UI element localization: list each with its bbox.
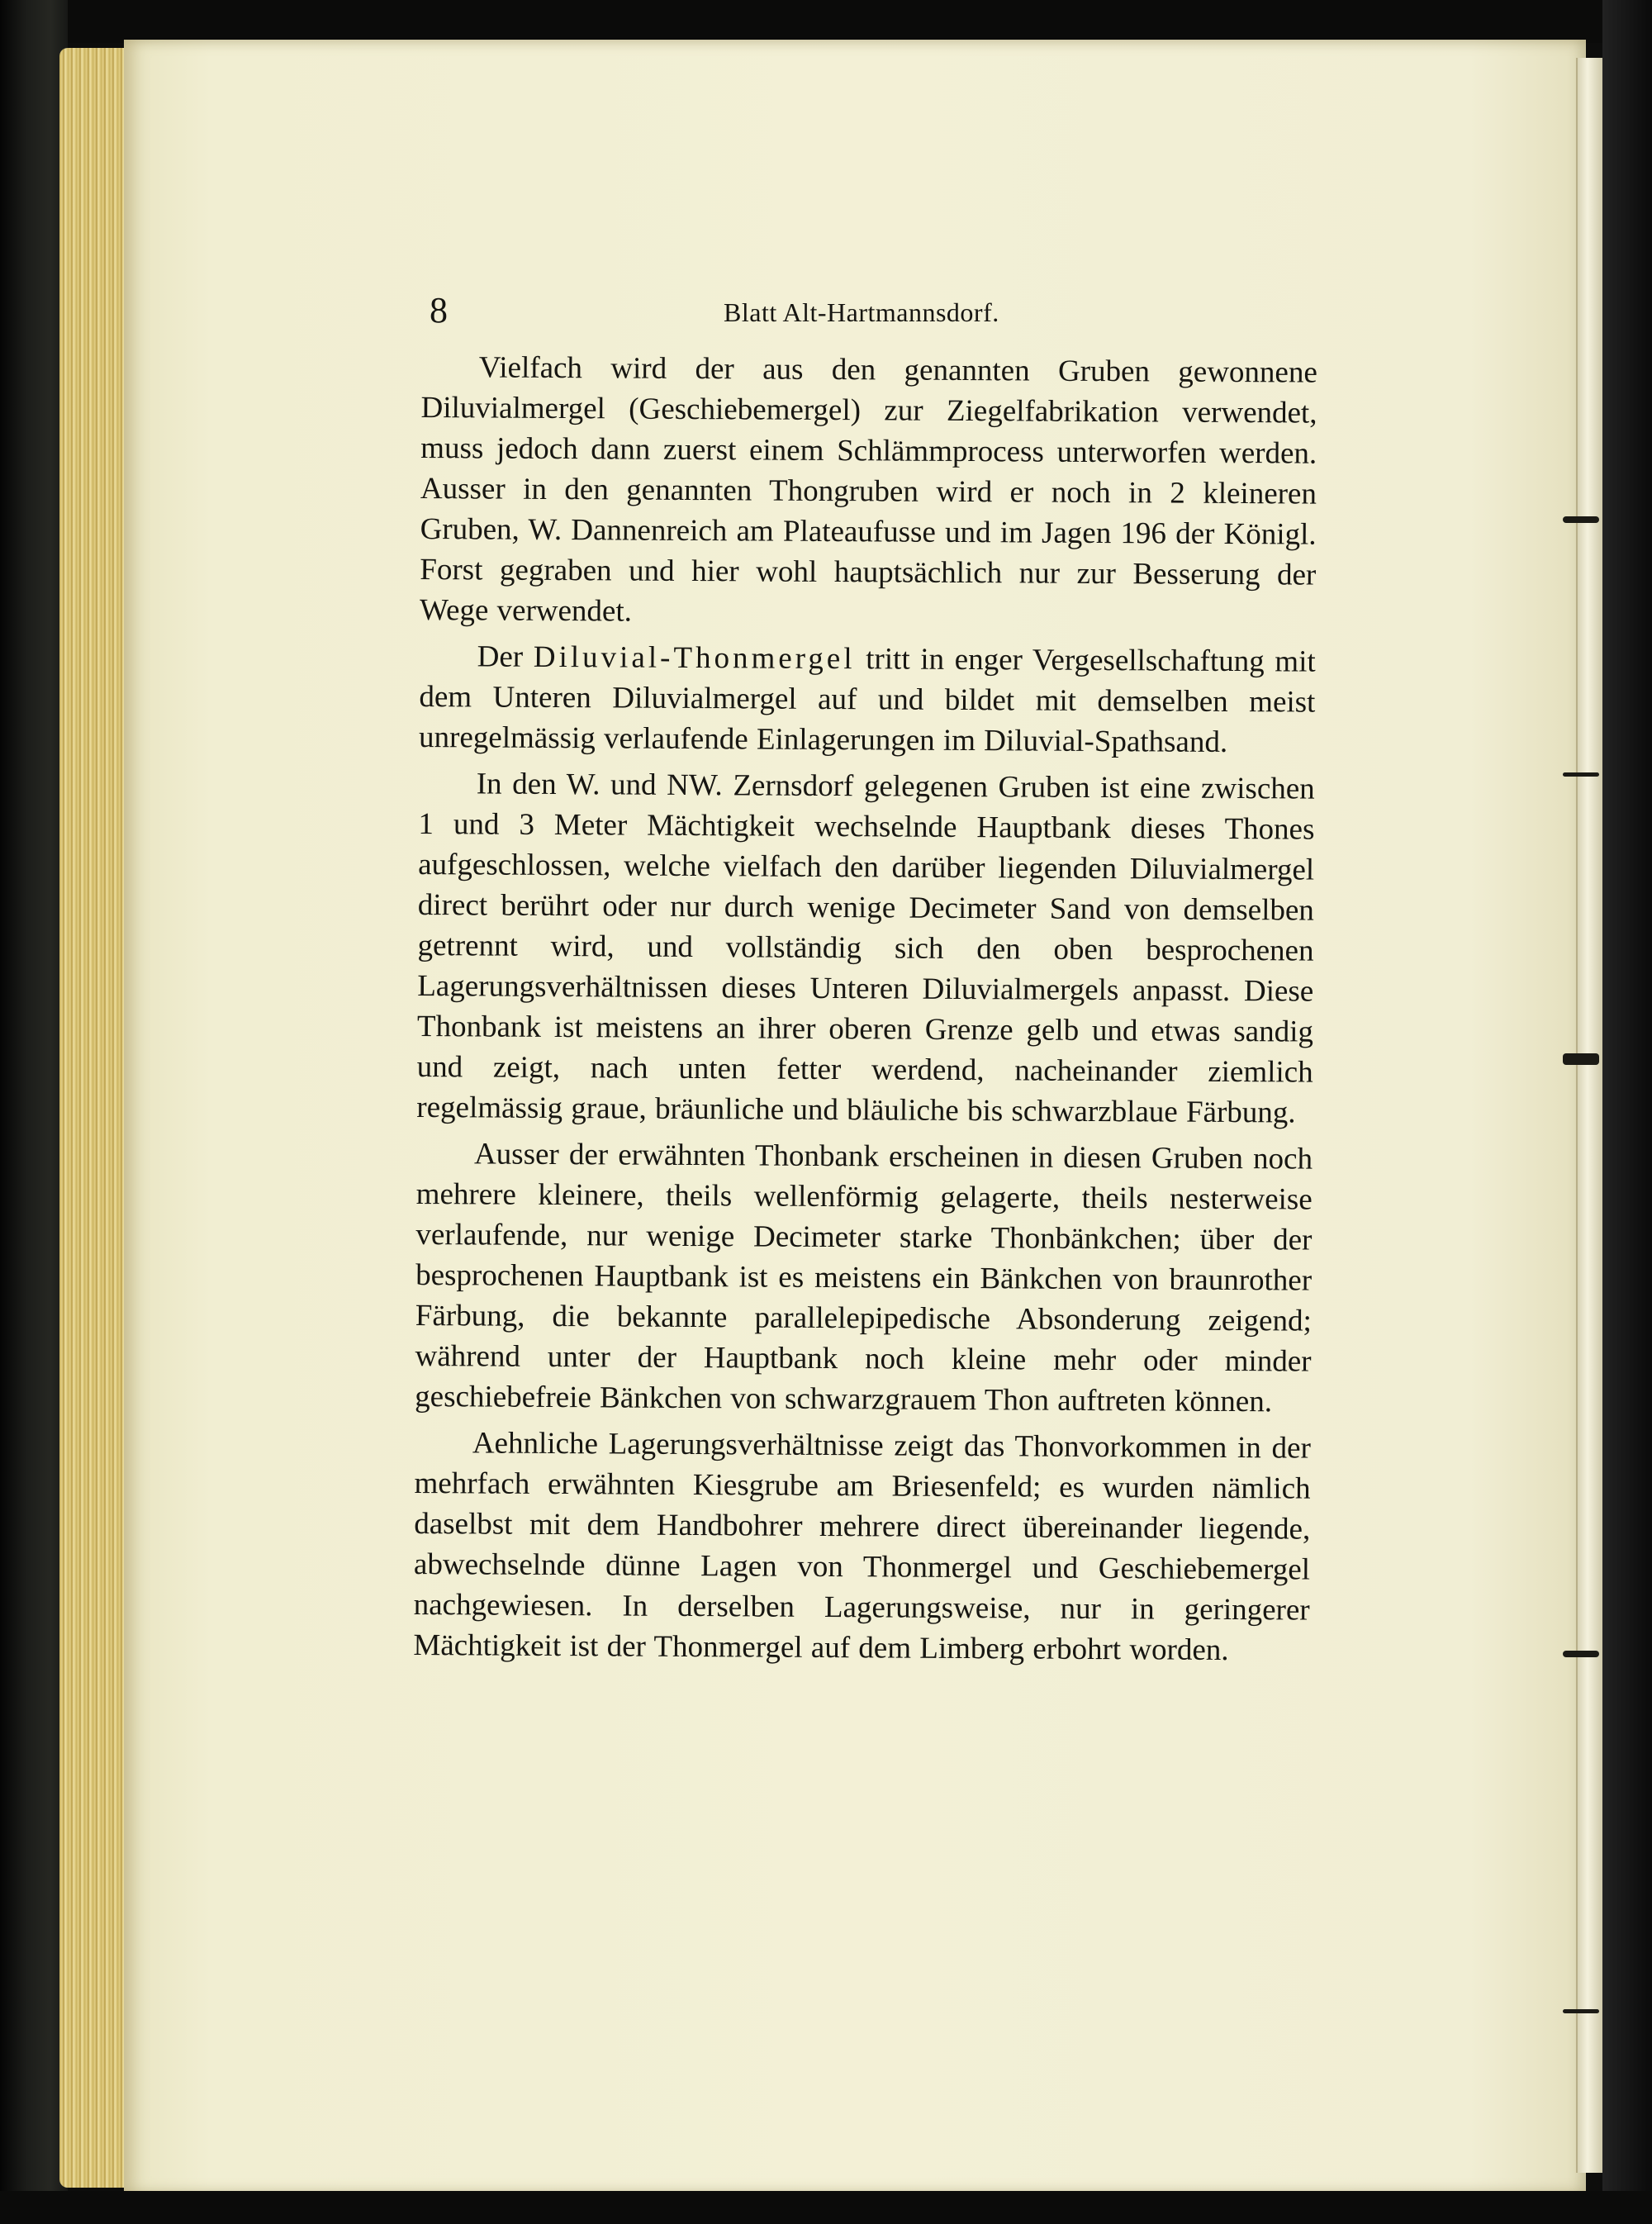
scan-background-bottom [0, 2191, 1652, 2224]
binding-stitch [1563, 1651, 1599, 1657]
running-head: Blatt Alt-Hartmannsdorf. [724, 297, 999, 327]
paragraph-text: tritt in enger Vergesellschaftung mit dem Unteren Diluvialmergel auf und bildet mit demselben meist unregelmässig verlaufende Einlagerungen im Diluvial-Spathsand. [418, 642, 1316, 759]
paragraph: Ausser der erwähnten Thonbank erscheinen in diesen Gruben noch mehrere kleinere, theils wellenförmig gelagerte, theils nesterweise verlaufende, nur wenige Decimeter starke Thonbänkchen; über der besprochenen Hauptbank ist es meistens ein Bänkchen von braunrother Färbung, die bekannte parallelepipedische Absonderung zeigend; während unter der Hauptbank noch kleine mehr oder minder geschiebefreie Bänkchen von schwarzgrauem Thon auftreten können. [415, 1137, 1313, 1419]
body-text [413, 347, 1317, 1677]
binding-stitch [1563, 1053, 1599, 1065]
paragraph: Vielfach wird der aus den genannten Gruben gewonnene Diluvialmergel (Geschiebemergel) zur Ziegelfabrikation verwendet, muss jedoch dann zuerst einem Schlämmprocess unterworfen werden. Ausser in den genannten Thongruben wird er noch in 2 kleineren Gruben, W. Dannenreich am Plateaufusse und im Jagen 196 der Königl. Forst gegraben und hier wohl hauptsächlich nur zur Besserung der Wege verwendet. [419, 350, 1317, 629]
paragraph-lead: Der [477, 639, 534, 674]
paragraph: Aehnliche Lagerungsverhältnisse zeigt das Thonvorkommen in der mehrfach erwähnten Kiesgrube am Briesenfeld; es wurden nämlich daselbst mit dem Handbohrer mehrere direct übereinander liegende, abwechselnde dünne Lagen von Thonmergel und Geschiebemergel nachgewiesen. In derselben Lagerungsweise, nur in geringerer Mächtigkeit ist der Thonmergel auf dem Limberg erbohrt worden. [413, 1426, 1312, 1668]
scan-background-top [0, 0, 1652, 43]
binding-stitch [1563, 516, 1599, 523]
spaced-term: Diluvial-Thonmergel [533, 639, 856, 677]
binding-strip [1576, 58, 1604, 2173]
book-cover-left [0, 0, 68, 2224]
binding-stitch [1563, 772, 1599, 777]
binding-stitch [1563, 2009, 1599, 2013]
paragraph [419, 636, 1316, 763]
book-cover-right [1602, 0, 1652, 2224]
page-number: 8 [430, 290, 448, 330]
paragraph: In den W. und NW. Zernsdorf gelegenen Gruben ist eine zwischen 1 und 3 Meter Mächtigkeit wechselnde Hauptbank dieses Thones aufgeschlossen, welche vielfach den darüber liegenden Diluvialmergel direct berührt oder nur durch wenige Decimeter Sand von demselben getrennt wird, und vollständig sich den oben besprochenen Lagerungsverhältnissen dieses Unteren Diluvialmergels anpasst. Diese Thonbank ist meistens an ihrer oberen Grenze gelb und etwas sandig und zeigt, nach unten fetter werdend, nacheinander ziemlich regelmässig graue, bräunliche und bläuliche bis schwarzblaue Färbung. [416, 767, 1315, 1130]
